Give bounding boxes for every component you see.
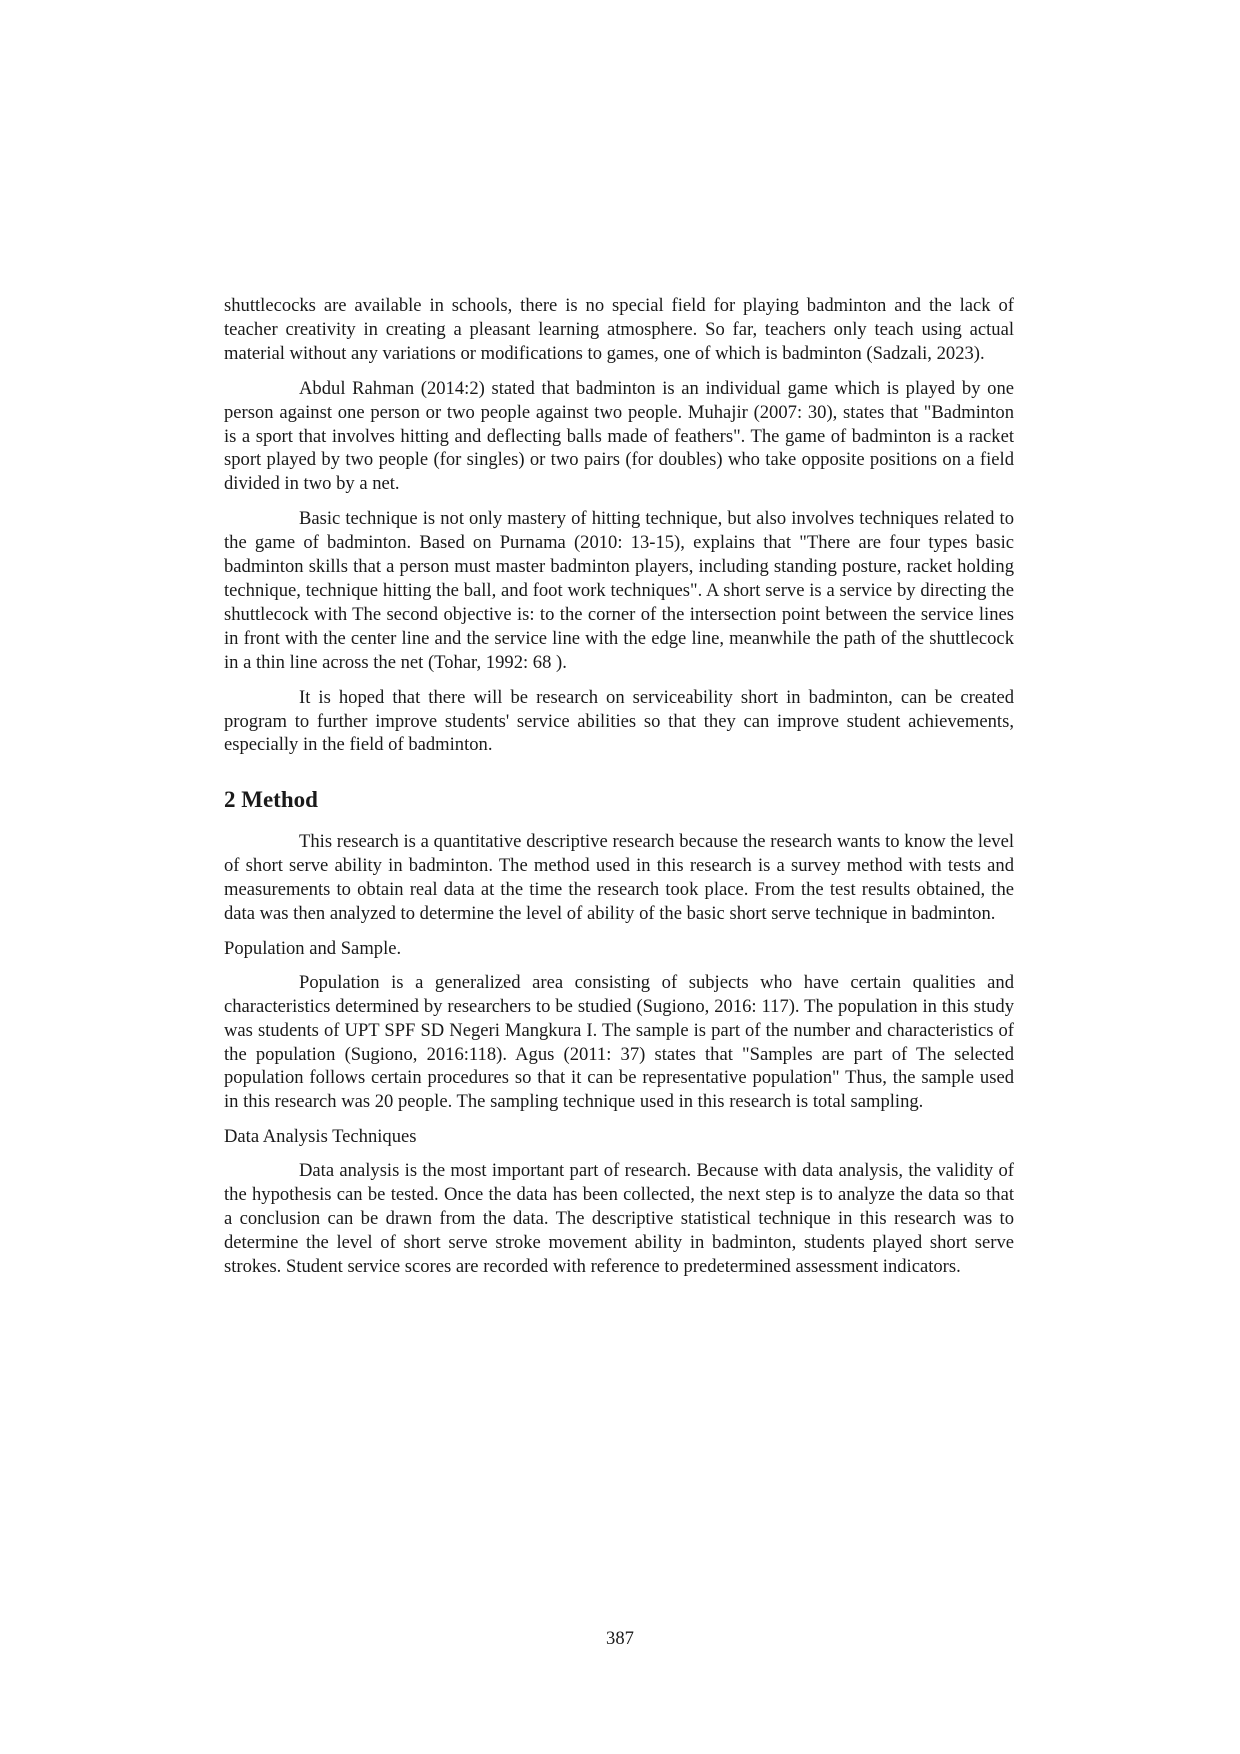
page-number: 387 xyxy=(606,1628,634,1649)
subheading-data-analysis: Data Analysis Techniques xyxy=(224,1126,417,1148)
intro-paragraph-1: shuttlecocks are available in schools, there is no special field for playing badminton and the lack of teacher creativity in creating a pleasant learning atmosphere. So far, teachers only teach using actual material without any variations or modifications to games, one of which is badminton (Sadzali, 2023). xyxy=(224,295,1014,364)
body-text xyxy=(224,294,1014,1290)
section-heading-method: 2 Method xyxy=(224,787,318,813)
population-paragraph: Population is a generalized area consisting of subjects who have certain qualities and characteristics determined by researchers to be studied (Sugiono, 2016: 117). The population in this study was students of UPT SPF SD Negeri Mangkura I. The sample is part of the number and characteristics of the population (Sugiono, 2016:118). Agus (2011: 37) states that "Samples are part of The selected population follows certain procedures so that it can be representative population" Thus, the sample used in this research was 20 people. The sampling technique used in this research is total sampling. xyxy=(224,971,1014,1113)
intro-paragraph-3: Basic technique is not only mastery of hitting technique, but also involves techniques related to the game of badminton. Based on Purnama (2010: 13-15), explains that "There are four types basic badminton skills that a person must master badminton players, including standing posture, racket holding technique, technique hitting the ball, and foot work techniques". A short serve is a service by directing the shuttlecock with The second objective is: to the corner of the intersection point between the service lines in front with the center line and the service line with the edge line, meanwhile the path of the shuttlecock in a thin line across the net (Tohar, 1992: 68 ). xyxy=(224,508,1014,673)
subheading-population: Population and Sample. xyxy=(224,937,402,959)
intro-paragraph-4: It is hoped that there will be research on serviceability short in badminton, can be created program to further improve students' service abilities so that they can improve student achievements, especially in the field of badminton. xyxy=(224,686,1014,756)
intro-paragraph-2: Abdul Rahman (2014:2) stated that badminton is an individual game which is played by one person against one person or two people against two people. Muhajir (2007: 30), states that "Badminton is a sport that involves hitting and deflecting balls made of feathers". The game of badminton is a racket sport played by two people (for singles) or two pairs (for doubles) who take opposite positions on a field divided in two by a net. xyxy=(224,377,1014,495)
method-paragraph: This research is a quantitative descriptive research because the research wants to know the level of short serve ability in badminton. The method used in this research is a survey method with tests and measurements to obtain real data at the time the research took place. From the test results obtained, the data was then analyzed to determine the level of ability of the basic short serve technique in badminton. xyxy=(224,831,1014,925)
analysis-paragraph: Data analysis is the most important part of research. Because with data analysis, the validity of the hypothesis can be tested. Once the data has been collected, the next step is to analyze the data so that a conclusion can be drawn from the data. The descriptive statistical technique in this research was to determine the level of short serve stroke movement ability in badminton, students played short serve strokes. Student service scores are recorded with reference to predetermined assessment indicators. xyxy=(224,1160,1014,1277)
